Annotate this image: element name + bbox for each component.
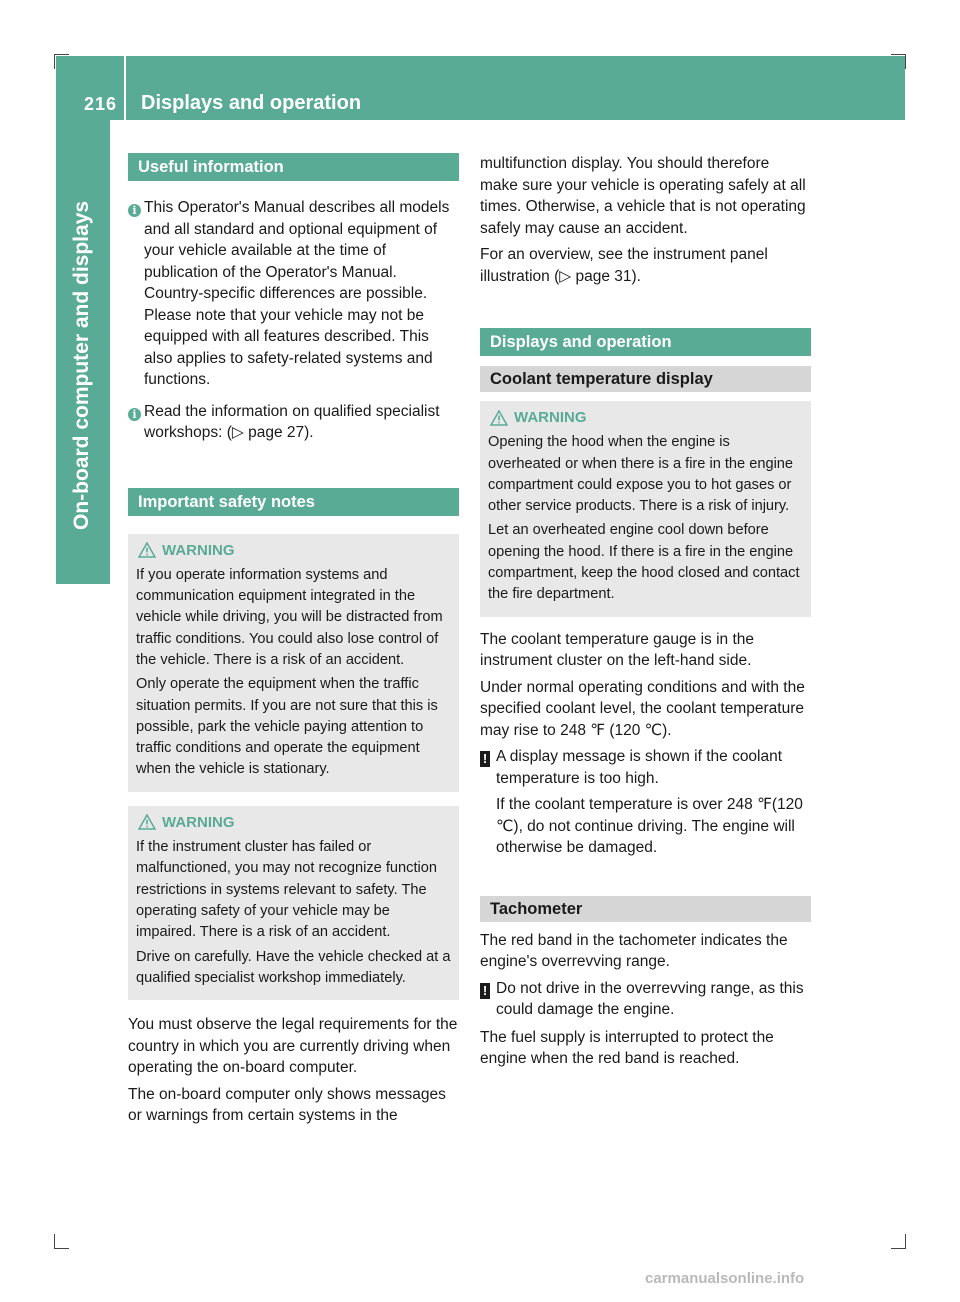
body-paragraph: multifunction display. You should therefore make sure your vehicle is operating safely at all times. Otherwise, a vehicle that is not operating safely may cause an accident. bbox=[480, 155, 806, 237]
body-paragraph: The fuel supply is interrupted to protect the engine when the red band is reached. bbox=[480, 1028, 774, 1068]
warning-text: Let an overheated engine cool down before opening the hood. If there is a fire in the engine compartment, keep the hood closed and contact the fire department. bbox=[488, 522, 800, 603]
body-paragraph: For an overview, see the instrument panel illustration (▷ page 31). bbox=[480, 246, 768, 285]
warning-text: Only operate the equipment when the traffic situation permits. If you are not sure that this is possible, park the vehicle paying attention to traffic conditions and operate the equipment when the vehicle is stationary. bbox=[136, 676, 438, 778]
warning-box bbox=[128, 534, 459, 792]
right-column bbox=[480, 153, 811, 1075]
warning-text: Opening the hood when the engine is overheated or when there is a fire in the engine compartment could expose you to hot gases or other service products. There is a risk of injury. bbox=[488, 434, 794, 515]
warning-text: If you operate information systems and communication equipment integrated in the vehicle while driving, you will be distracted from traffic conditions. You could also lose control of the vehicle. There is a risk of an accident. bbox=[136, 566, 443, 668]
watermark: carmanualsonline.info bbox=[645, 1270, 805, 1287]
body-paragraph: Under normal operating conditions and with the specified coolant level, the coolant temperature may rise to 248 ℉ (120 ℃). bbox=[480, 678, 805, 739]
caution-text: Do not drive in the overrevving range, as this could damage the engine. bbox=[496, 979, 804, 1019]
info-icon: i bbox=[128, 408, 141, 421]
info-note-text: This Operator's Manual describes all models and all standard and optional equipment of your vehicle available at the time of publication of the Operator's Manual. Country-specific differences are possible. Please note that your vehicle may not be equipped with all features described. This also applies to safety-related systems and functions. bbox=[144, 199, 450, 388]
warning-text: Drive on carefully. Have the vehicle checked at a qualified specialist workshop immediately. bbox=[136, 948, 451, 986]
section-heading-tachometer: Tachometer bbox=[480, 896, 811, 922]
section-heading-important-safety-notes: Important safety notes bbox=[128, 488, 459, 516]
warning-heading bbox=[488, 407, 803, 428]
warning-heading bbox=[136, 540, 451, 561]
warning-label: WARNING bbox=[514, 409, 587, 426]
warning-box bbox=[480, 401, 811, 617]
caution-text: If the coolant temperature is over 248 ℉(120 ℃), do not continue driving. The engine will otherwise be damaged. bbox=[496, 796, 803, 857]
warning-text: If the instrument cluster has failed or malfunctioned, you may not recognize function restrictions in systems relevant to safety. The operating safety of your vehicle may be impaired. There is a risk of an accident. bbox=[136, 839, 437, 941]
caution-text: A display message is shown if the coolant temperature is too high. bbox=[496, 748, 783, 787]
body-paragraph: The on-board computer only shows messages or warnings from certain systems in the bbox=[128, 1085, 446, 1125]
warning-label: WARNING bbox=[162, 813, 235, 831]
body-paragraph: The red band in the tachometer indicates the engine's overrevving range. bbox=[480, 931, 788, 971]
section-heading-coolant-temperature-display: Coolant temperature display bbox=[480, 366, 811, 392]
info-note bbox=[128, 401, 459, 444]
caution-note bbox=[480, 746, 811, 864]
section-heading-useful-information: Useful information bbox=[128, 153, 459, 181]
crop-mark-bottom-right bbox=[891, 1234, 906, 1249]
body-paragraph: You must observe the legal requirements for the country in which you are currently driving when operating the on-board computer. bbox=[128, 1016, 458, 1077]
page-number: 216 bbox=[84, 94, 118, 114]
warning-box bbox=[128, 806, 459, 1000]
info-note bbox=[128, 197, 459, 391]
left-column bbox=[128, 153, 459, 1132]
page-title: Displays and operation bbox=[141, 92, 362, 114]
info-icon: i bbox=[128, 204, 141, 217]
caution-note bbox=[480, 978, 811, 1021]
warning-heading bbox=[136, 812, 451, 833]
exclamation-icon: ! bbox=[480, 751, 490, 767]
warning-triangle-icon bbox=[490, 410, 508, 426]
side-tab-label: On-board computer and displays bbox=[70, 200, 93, 530]
section-heading-displays-and-operation: Displays and operation bbox=[480, 328, 811, 356]
warning-triangle-icon bbox=[138, 542, 156, 558]
info-note-text: Read the information on qualified specialist workshops: (▷ page 27). bbox=[144, 402, 440, 441]
crop-mark-bottom-left bbox=[54, 1234, 69, 1249]
header-divider bbox=[124, 56, 126, 120]
warning-label: WARNING bbox=[162, 541, 235, 559]
warning-triangle-icon bbox=[138, 814, 156, 830]
exclamation-icon: ! bbox=[480, 983, 490, 999]
body-paragraph: The coolant temperature gauge is in the instrument cluster on the left-hand side. bbox=[480, 630, 755, 670]
